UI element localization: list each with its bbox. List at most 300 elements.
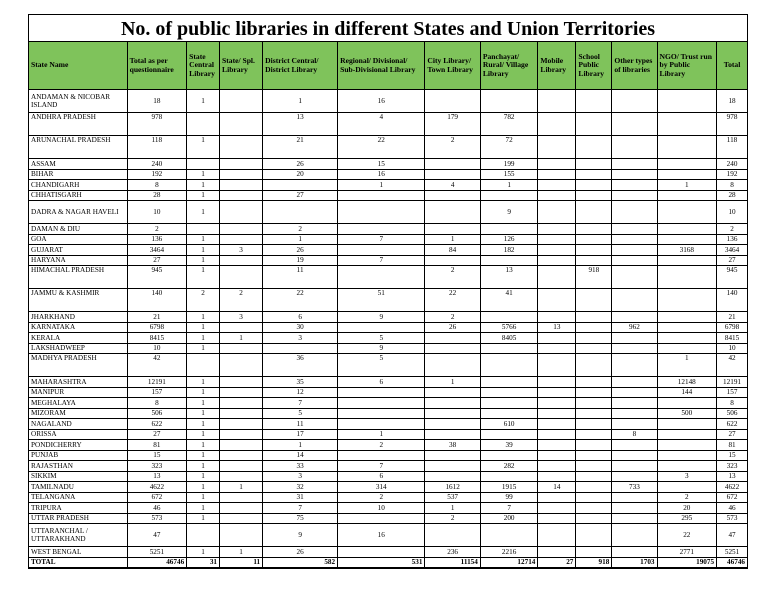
value-cell: 27 bbox=[263, 190, 338, 201]
value-cell: 1 bbox=[187, 461, 220, 472]
value-cell: 5 bbox=[263, 408, 338, 419]
value-cell: 14 bbox=[263, 450, 338, 461]
value-cell: 72 bbox=[480, 136, 538, 159]
value-cell bbox=[220, 471, 263, 482]
table-row bbox=[29, 419, 748, 430]
value-cell bbox=[338, 398, 425, 409]
column-header: District Central/ District Library bbox=[263, 42, 338, 90]
value-cell: 26 bbox=[425, 322, 480, 333]
value-cell bbox=[538, 333, 576, 344]
value-cell: 46 bbox=[717, 503, 748, 514]
value-cell: 7 bbox=[338, 461, 425, 472]
value-cell: 36 bbox=[263, 354, 338, 377]
value-cell: 1 bbox=[187, 482, 220, 493]
value-cell bbox=[657, 461, 717, 472]
value-cell: 26 bbox=[263, 245, 338, 256]
value-cell: 3 bbox=[263, 333, 338, 344]
value-cell bbox=[576, 524, 612, 547]
value-cell bbox=[612, 90, 657, 113]
value-cell: 26 bbox=[263, 159, 338, 170]
total-row bbox=[29, 557, 748, 568]
value-cell: 5251 bbox=[717, 547, 748, 558]
value-cell: 3 bbox=[220, 245, 263, 256]
column-header: Total as per questionnaire bbox=[127, 42, 187, 90]
value-cell: 19 bbox=[263, 255, 338, 266]
table-row bbox=[29, 333, 748, 344]
column-header: State Name bbox=[29, 42, 128, 90]
total-value: 11 bbox=[220, 557, 263, 568]
table-row bbox=[29, 245, 748, 256]
state-name-cell: GUJARAT bbox=[29, 245, 128, 256]
value-cell: 3 bbox=[263, 471, 338, 482]
value-cell bbox=[425, 224, 480, 235]
state-name-cell: TAMILNADU bbox=[29, 482, 128, 493]
value-cell bbox=[538, 245, 576, 256]
value-cell bbox=[612, 201, 657, 224]
value-cell: 118 bbox=[717, 136, 748, 159]
value-cell bbox=[425, 201, 480, 224]
value-cell: 8 bbox=[127, 180, 187, 191]
value-cell: 10 bbox=[717, 343, 748, 354]
value-cell bbox=[538, 513, 576, 524]
value-cell bbox=[425, 408, 480, 419]
total-value: 11154 bbox=[425, 557, 480, 568]
value-cell: 2 bbox=[127, 224, 187, 235]
value-cell bbox=[538, 266, 576, 289]
value-cell bbox=[220, 90, 263, 113]
state-name-cell: MEGHALAYA bbox=[29, 398, 128, 409]
value-cell bbox=[657, 419, 717, 430]
value-cell bbox=[612, 450, 657, 461]
table-row bbox=[29, 136, 748, 159]
state-name-cell: HIMACHAL PRADESH bbox=[29, 266, 128, 289]
value-cell bbox=[538, 224, 576, 235]
value-cell bbox=[480, 450, 538, 461]
value-cell bbox=[187, 354, 220, 377]
value-cell: 2 bbox=[263, 224, 338, 235]
value-cell: 38 bbox=[425, 440, 480, 451]
value-cell bbox=[576, 354, 612, 377]
value-cell bbox=[612, 408, 657, 419]
value-cell bbox=[338, 408, 425, 419]
value-cell: 1 bbox=[187, 471, 220, 482]
value-cell bbox=[538, 113, 576, 136]
value-cell: 136 bbox=[127, 234, 187, 245]
value-cell bbox=[220, 492, 263, 503]
value-cell bbox=[538, 255, 576, 266]
value-cell: 7 bbox=[480, 503, 538, 514]
state-name-cell: TELANGANA bbox=[29, 492, 128, 503]
value-cell: 1 bbox=[187, 450, 220, 461]
table-row bbox=[29, 482, 748, 493]
value-cell: 18 bbox=[717, 90, 748, 113]
value-cell: 32 bbox=[263, 482, 338, 493]
table-row bbox=[29, 343, 748, 354]
value-cell bbox=[338, 547, 425, 558]
value-cell bbox=[480, 354, 538, 377]
value-cell: 42 bbox=[127, 354, 187, 377]
header-row bbox=[29, 42, 748, 90]
value-cell bbox=[657, 266, 717, 289]
value-cell: 27 bbox=[127, 429, 187, 440]
value-cell: 7 bbox=[263, 398, 338, 409]
state-name-cell: PUNJAB bbox=[29, 450, 128, 461]
value-cell: 200 bbox=[480, 513, 538, 524]
value-cell: 21 bbox=[717, 312, 748, 323]
value-cell bbox=[612, 224, 657, 235]
total-value: 531 bbox=[338, 557, 425, 568]
value-cell: 8415 bbox=[127, 333, 187, 344]
value-cell bbox=[338, 190, 425, 201]
value-cell: 15 bbox=[127, 450, 187, 461]
value-cell bbox=[338, 224, 425, 235]
value-cell: 31 bbox=[263, 492, 338, 503]
value-cell bbox=[220, 513, 263, 524]
state-name-cell: BIHAR bbox=[29, 169, 128, 180]
value-cell bbox=[538, 312, 576, 323]
table-row bbox=[29, 113, 748, 136]
value-cell bbox=[538, 419, 576, 430]
value-cell: 8415 bbox=[717, 333, 748, 344]
state-name-cell: UTTAR PRADESH bbox=[29, 513, 128, 524]
value-cell bbox=[220, 255, 263, 266]
value-cell: 14 bbox=[538, 482, 576, 493]
value-cell: 918 bbox=[576, 266, 612, 289]
value-cell bbox=[263, 180, 338, 191]
value-cell: 240 bbox=[127, 159, 187, 170]
state-name-cell: MADHYA PRADESH bbox=[29, 354, 128, 377]
value-cell bbox=[538, 461, 576, 472]
value-cell bbox=[220, 377, 263, 388]
value-cell: 17 bbox=[263, 429, 338, 440]
value-cell: 2 bbox=[425, 136, 480, 159]
value-cell: 157 bbox=[717, 387, 748, 398]
value-cell: 978 bbox=[717, 113, 748, 136]
value-cell bbox=[220, 450, 263, 461]
value-cell bbox=[612, 547, 657, 558]
table-row bbox=[29, 266, 748, 289]
value-cell: 323 bbox=[717, 461, 748, 472]
value-cell bbox=[612, 169, 657, 180]
value-cell bbox=[187, 113, 220, 136]
value-cell bbox=[576, 461, 612, 472]
value-cell: 47 bbox=[717, 524, 748, 547]
value-cell: 26 bbox=[263, 547, 338, 558]
value-cell: 10 bbox=[338, 503, 425, 514]
column-header: NGO/ Trust run by Public Library bbox=[657, 42, 717, 90]
value-cell: 2771 bbox=[657, 547, 717, 558]
value-cell: 192 bbox=[127, 169, 187, 180]
value-cell: 13 bbox=[480, 266, 538, 289]
value-cell bbox=[612, 524, 657, 547]
value-cell: 240 bbox=[717, 159, 748, 170]
table-row bbox=[29, 169, 748, 180]
state-name-cell: MAHARASHTRA bbox=[29, 377, 128, 388]
value-cell: 20 bbox=[657, 503, 717, 514]
value-cell: 8 bbox=[717, 180, 748, 191]
state-name-cell: RAJASTHAN bbox=[29, 461, 128, 472]
value-cell bbox=[538, 190, 576, 201]
total-label: TOTAL bbox=[29, 557, 128, 568]
value-cell bbox=[576, 333, 612, 344]
value-cell: 179 bbox=[425, 113, 480, 136]
value-cell bbox=[220, 503, 263, 514]
value-cell: 12 bbox=[263, 387, 338, 398]
value-cell bbox=[425, 524, 480, 547]
value-cell bbox=[480, 524, 538, 547]
value-cell: 1915 bbox=[480, 482, 538, 493]
value-cell: 3 bbox=[657, 471, 717, 482]
value-cell: 1 bbox=[187, 322, 220, 333]
value-cell: 21 bbox=[263, 136, 338, 159]
value-cell: 2 bbox=[717, 224, 748, 235]
value-cell: 7 bbox=[338, 234, 425, 245]
value-cell bbox=[612, 419, 657, 430]
value-cell bbox=[480, 471, 538, 482]
value-cell: 1 bbox=[187, 408, 220, 419]
value-cell bbox=[538, 492, 576, 503]
value-cell bbox=[538, 201, 576, 224]
value-cell bbox=[576, 377, 612, 388]
column-header: School Public Library bbox=[576, 42, 612, 90]
value-cell: 5251 bbox=[127, 547, 187, 558]
value-cell bbox=[576, 136, 612, 159]
value-cell: 42 bbox=[717, 354, 748, 377]
value-cell bbox=[538, 169, 576, 180]
value-cell bbox=[220, 190, 263, 201]
value-cell bbox=[657, 190, 717, 201]
table-row bbox=[29, 201, 748, 224]
value-cell: 945 bbox=[717, 266, 748, 289]
table-row bbox=[29, 524, 748, 547]
table-row bbox=[29, 322, 748, 333]
value-cell bbox=[576, 245, 612, 256]
value-cell: 15 bbox=[717, 450, 748, 461]
value-cell: 314 bbox=[338, 482, 425, 493]
value-cell: 1 bbox=[220, 333, 263, 344]
value-cell bbox=[338, 419, 425, 430]
state-name-cell: PONDICHERRY bbox=[29, 440, 128, 451]
table-row bbox=[29, 547, 748, 558]
value-cell: 81 bbox=[717, 440, 748, 451]
value-cell: 5766 bbox=[480, 322, 538, 333]
value-cell: 3464 bbox=[127, 245, 187, 256]
value-cell: 27 bbox=[127, 255, 187, 266]
state-name-cell: JAMMU & KASHMIR bbox=[29, 289, 128, 312]
state-name-cell: ANDHRA PRADESH bbox=[29, 113, 128, 136]
value-cell bbox=[657, 322, 717, 333]
value-cell: 6 bbox=[338, 377, 425, 388]
table-row bbox=[29, 180, 748, 191]
table-row bbox=[29, 224, 748, 235]
value-cell bbox=[576, 419, 612, 430]
value-cell bbox=[538, 440, 576, 451]
value-cell: 12191 bbox=[127, 377, 187, 388]
value-cell: 2216 bbox=[480, 547, 538, 558]
value-cell bbox=[220, 201, 263, 224]
value-cell bbox=[480, 429, 538, 440]
value-cell: 8 bbox=[612, 429, 657, 440]
value-cell: 47 bbox=[127, 524, 187, 547]
value-cell bbox=[657, 90, 717, 113]
value-cell: 8 bbox=[717, 398, 748, 409]
value-cell: 1 bbox=[187, 169, 220, 180]
value-cell: 8 bbox=[127, 398, 187, 409]
value-cell: 13 bbox=[717, 471, 748, 482]
table-row bbox=[29, 461, 748, 472]
value-cell: 10 bbox=[127, 343, 187, 354]
value-cell: 4 bbox=[338, 113, 425, 136]
value-cell: 22 bbox=[338, 136, 425, 159]
value-cell bbox=[657, 136, 717, 159]
state-name-cell: ARUNACHAL PRADESH bbox=[29, 136, 128, 159]
value-cell: 1 bbox=[187, 429, 220, 440]
value-cell: 27 bbox=[717, 255, 748, 266]
value-cell bbox=[612, 398, 657, 409]
value-cell bbox=[538, 377, 576, 388]
value-cell: 28 bbox=[127, 190, 187, 201]
value-cell: 782 bbox=[480, 113, 538, 136]
value-cell bbox=[220, 159, 263, 170]
table-row bbox=[29, 354, 748, 377]
value-cell bbox=[612, 492, 657, 503]
value-cell: 1612 bbox=[425, 482, 480, 493]
value-cell bbox=[187, 524, 220, 547]
value-cell bbox=[612, 190, 657, 201]
value-cell bbox=[425, 419, 480, 430]
value-cell: 1 bbox=[187, 201, 220, 224]
value-cell bbox=[576, 482, 612, 493]
value-cell: 1 bbox=[220, 547, 263, 558]
value-cell bbox=[576, 289, 612, 312]
value-cell bbox=[425, 343, 480, 354]
total-value: 918 bbox=[576, 557, 612, 568]
value-cell: 733 bbox=[612, 482, 657, 493]
value-cell: 136 bbox=[717, 234, 748, 245]
value-cell bbox=[220, 224, 263, 235]
column-header: State/ Spl. Library bbox=[220, 42, 263, 90]
value-cell: 1 bbox=[187, 234, 220, 245]
table-row bbox=[29, 513, 748, 524]
value-cell bbox=[612, 113, 657, 136]
value-cell: 5 bbox=[338, 354, 425, 377]
value-cell: 30 bbox=[263, 322, 338, 333]
value-cell: 11 bbox=[263, 419, 338, 430]
value-cell: 10 bbox=[717, 201, 748, 224]
value-cell bbox=[538, 547, 576, 558]
value-cell bbox=[657, 312, 717, 323]
value-cell bbox=[425, 169, 480, 180]
value-cell bbox=[576, 387, 612, 398]
value-cell: 51 bbox=[338, 289, 425, 312]
state-name-cell: TRIPURA bbox=[29, 503, 128, 514]
value-cell bbox=[425, 461, 480, 472]
value-cell bbox=[576, 255, 612, 266]
value-cell: 1 bbox=[187, 255, 220, 266]
value-cell: 22 bbox=[263, 289, 338, 312]
total-value: 31 bbox=[187, 557, 220, 568]
table-row bbox=[29, 159, 748, 170]
value-cell: 1 bbox=[220, 482, 263, 493]
value-cell bbox=[220, 524, 263, 547]
value-cell: 33 bbox=[263, 461, 338, 472]
value-cell bbox=[425, 398, 480, 409]
table-row bbox=[29, 440, 748, 451]
value-cell: 506 bbox=[717, 408, 748, 419]
value-cell: 672 bbox=[717, 492, 748, 503]
value-cell: 1 bbox=[425, 503, 480, 514]
value-cell bbox=[576, 513, 612, 524]
value-cell bbox=[480, 377, 538, 388]
value-cell bbox=[576, 190, 612, 201]
value-cell: 16 bbox=[338, 524, 425, 547]
value-cell: 573 bbox=[127, 513, 187, 524]
value-cell bbox=[612, 513, 657, 524]
value-cell: 6 bbox=[263, 312, 338, 323]
value-cell bbox=[576, 113, 612, 136]
value-cell bbox=[538, 234, 576, 245]
value-cell bbox=[576, 429, 612, 440]
value-cell bbox=[220, 440, 263, 451]
value-cell: 140 bbox=[127, 289, 187, 312]
value-cell bbox=[220, 429, 263, 440]
value-cell: 6798 bbox=[717, 322, 748, 333]
value-cell: 13 bbox=[538, 322, 576, 333]
value-cell bbox=[538, 343, 576, 354]
value-cell: 4 bbox=[425, 180, 480, 191]
value-cell bbox=[425, 255, 480, 266]
value-cell bbox=[538, 524, 576, 547]
value-cell bbox=[538, 136, 576, 159]
value-cell bbox=[220, 322, 263, 333]
value-cell: 1 bbox=[187, 419, 220, 430]
value-cell bbox=[338, 201, 425, 224]
value-cell bbox=[576, 201, 612, 224]
table-row bbox=[29, 471, 748, 482]
value-cell bbox=[480, 255, 538, 266]
state-name-cell: DADRA & NAGAR HAVELI bbox=[29, 201, 128, 224]
column-header: Total bbox=[717, 42, 748, 90]
value-cell: 506 bbox=[127, 408, 187, 419]
value-cell bbox=[425, 333, 480, 344]
value-cell: 1 bbox=[187, 312, 220, 323]
state-name-cell: JHARKHAND bbox=[29, 312, 128, 323]
value-cell bbox=[480, 224, 538, 235]
value-cell: 2 bbox=[425, 513, 480, 524]
value-cell: 622 bbox=[127, 419, 187, 430]
value-cell bbox=[612, 255, 657, 266]
value-cell bbox=[220, 461, 263, 472]
value-cell bbox=[538, 408, 576, 419]
total-value: 46746 bbox=[127, 557, 187, 568]
value-cell: 9 bbox=[338, 343, 425, 354]
value-cell: 1 bbox=[187, 547, 220, 558]
value-cell bbox=[425, 159, 480, 170]
value-cell bbox=[480, 343, 538, 354]
value-cell: 1 bbox=[263, 440, 338, 451]
value-cell: 1 bbox=[187, 492, 220, 503]
state-name-cell: MANIPUR bbox=[29, 387, 128, 398]
table-row bbox=[29, 312, 748, 323]
value-cell: 182 bbox=[480, 245, 538, 256]
value-cell: 1 bbox=[338, 429, 425, 440]
value-cell bbox=[220, 180, 263, 191]
value-cell: 1 bbox=[187, 440, 220, 451]
value-cell bbox=[576, 503, 612, 514]
value-cell: 15 bbox=[338, 159, 425, 170]
value-cell: 2 bbox=[338, 492, 425, 503]
state-name-cell: GOA bbox=[29, 234, 128, 245]
